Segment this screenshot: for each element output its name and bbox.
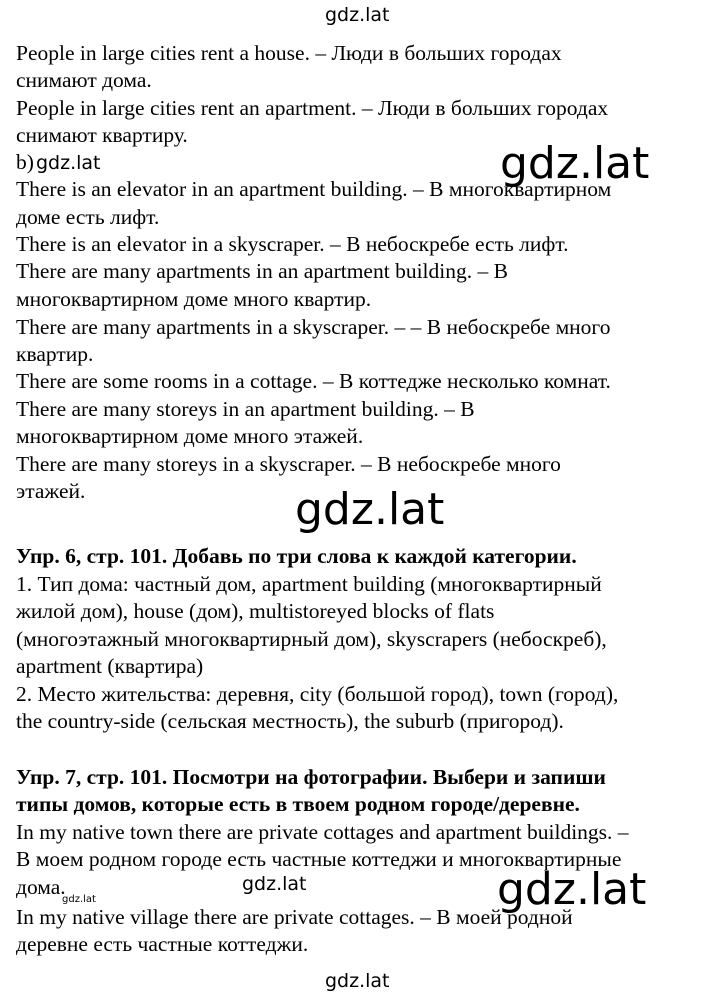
text-line: apartment (квартира) (16, 654, 204, 678)
text-line: There are many storeys in an apartment building. – В (16, 397, 475, 421)
text-line: There are many apartments in an apartment building. – В (16, 259, 508, 283)
text-line: 2. Место жительства: деревня, city (большой город), town (город), (16, 682, 619, 706)
text-line: People in large cities rent an apartment. – Люди в больших городах (16, 96, 609, 120)
text-line: There are many apartments in a skyscraper. – – В небоскребе много (16, 315, 611, 339)
section-label-b: b) (16, 150, 34, 174)
watermark-large: gdz.lat (295, 484, 445, 535)
text-line: There is an elevator in an apartment building. – В многоквартирном (16, 177, 612, 201)
text-line: 1. Тип дома: частный дом, apartment building (многоквартирный (16, 572, 602, 596)
text-line: (многоэтажный многоквартирный дом), skyscrapers (небоскреб), (16, 627, 607, 651)
watermark-mid: gdz.lat (242, 873, 307, 895)
watermark-inline: gdz.lat (36, 152, 101, 174)
text-line: the country-side (сельская местность), the suburb (пригород). (16, 709, 564, 733)
text-line: There is an elevator in a skyscraper. – В небоскребе есть лифт. (16, 232, 569, 256)
text-line: People in large cities rent a house. – Люди в больших городах (16, 41, 562, 65)
watermark-large: gdz.lat (500, 138, 650, 189)
text-line: В моем родном городе есть частные коттеджи и многоквартирные (16, 847, 622, 871)
exercise-7-heading: Упр. 7, стр. 101. Посмотри на фотографии. Выбери и запиши (16, 765, 606, 789)
text-line: снимают квартиру. (16, 123, 188, 147)
text-line: доме есть лифт. (16, 205, 160, 229)
watermark-bottom: gdz.lat (325, 970, 390, 992)
text-line: многоквартирном доме много этажей. (16, 424, 364, 448)
text-line: многоквартирном доме много квартир. (16, 287, 372, 311)
text-line: In my native town there are private cottages and apartment buildings. – (16, 820, 629, 844)
text-line: There are many storeys in a skyscraper. – В небоскребе много (16, 452, 561, 476)
text-line: деревне есть частные коттеджи. (16, 932, 309, 956)
exercise-6-heading: Упр. 6, стр. 101. Добавь по три слова к каждой категории. (16, 544, 577, 568)
watermark-top: gdz.lat (325, 4, 390, 26)
watermark-tiny: gdz.lat (62, 894, 96, 905)
text-line: In my native village there are private cottages. – В моей родной (16, 905, 573, 929)
text-line: этажей. (16, 479, 86, 503)
text-line: There are some rooms in a cottage. – В коттедже несколько комнат. (16, 369, 611, 393)
watermark-large: gdz.lat (497, 864, 647, 915)
text-line: жилой дом), house (дом), multistoreyed blocks of flats (16, 599, 495, 623)
text-line: снимают дома. (16, 68, 152, 92)
text-line: квартир. (16, 342, 94, 366)
exercise-7-heading-cont: типы домов, которые есть в твоем родном городе/деревне. (16, 792, 580, 816)
text-line: дома. (16, 875, 66, 899)
